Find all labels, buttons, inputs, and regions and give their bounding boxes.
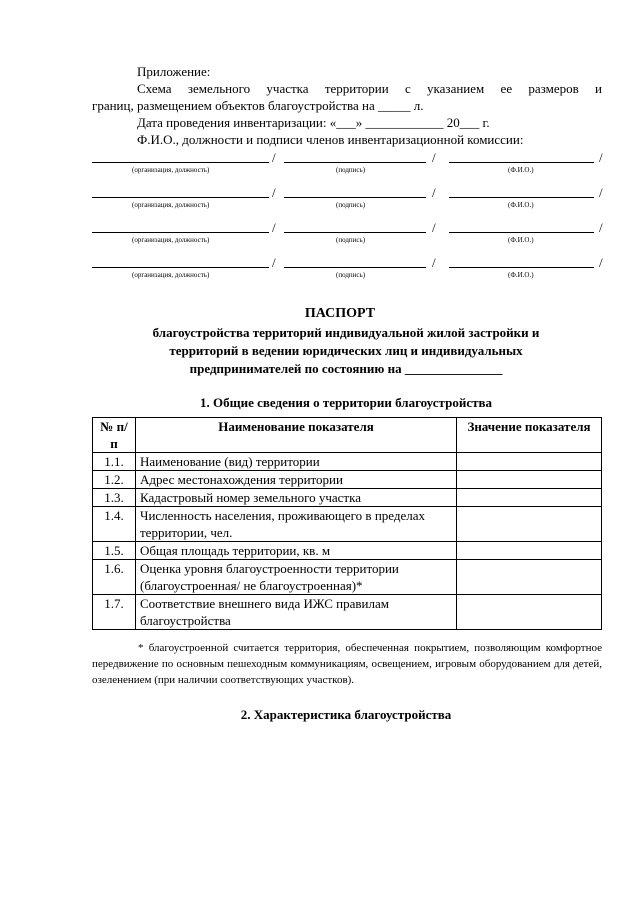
row-value-cell[interactable] bbox=[457, 542, 602, 560]
row-name: Наименование (вид) территории bbox=[136, 453, 457, 471]
row-value-cell[interactable] bbox=[457, 489, 602, 507]
appendix-commission-line: Ф.И.О., должности и подписи членов инвентаризационной комиссии: bbox=[137, 132, 524, 147]
row-value-cell[interactable] bbox=[457, 471, 602, 489]
caption-sign: (подпись) bbox=[336, 236, 366, 244]
row-name: Адрес местонахождения территории bbox=[136, 471, 457, 489]
row-value-cell[interactable] bbox=[457, 453, 602, 471]
passport-title: ПАСПОРТ bbox=[304, 306, 376, 321]
sign-line[interactable] bbox=[284, 197, 426, 198]
separator-slash: / bbox=[432, 185, 436, 200]
caption-sign: (подпись) bbox=[336, 201, 366, 209]
separator-slash: / bbox=[599, 150, 603, 165]
org-line[interactable] bbox=[92, 197, 269, 198]
row-name: Общая площадь территории, кв. м bbox=[136, 542, 457, 560]
table-row bbox=[93, 453, 602, 471]
separator-slash: / bbox=[432, 150, 436, 165]
row-num: 1.6. bbox=[93, 560, 136, 595]
appendix-date-line: Дата проведения инвентаризации: «___» ____________ 20___ г. bbox=[137, 115, 490, 130]
section2-heading: 2. Характеристика благоустройства bbox=[240, 707, 452, 722]
passport-subtitle-line3: предпринимателей по состоянию на _______________ bbox=[189, 361, 503, 376]
row-value-cell[interactable] bbox=[457, 560, 602, 595]
separator-slash: / bbox=[272, 220, 276, 235]
row-name: Численность населения, проживающего в пределах территории, чел. bbox=[136, 507, 457, 542]
appendix-scheme-line1: Схема земельного участка территории с указанием ее размеров и bbox=[137, 81, 602, 96]
fio-line[interactable] bbox=[449, 267, 594, 268]
sign-line[interactable] bbox=[284, 267, 426, 268]
sign-line[interactable] bbox=[284, 232, 426, 233]
caption-sign: (подпись) bbox=[336, 166, 366, 174]
header-num: № п/п bbox=[93, 418, 136, 453]
indicators-table bbox=[92, 417, 602, 630]
row-num: 1.1. bbox=[93, 453, 136, 471]
table-row bbox=[93, 560, 602, 595]
row-num: 1.3. bbox=[93, 489, 136, 507]
table-row bbox=[93, 542, 602, 560]
fio-line[interactable] bbox=[449, 197, 594, 198]
org-line[interactable] bbox=[92, 162, 269, 163]
table-row bbox=[93, 471, 602, 489]
table-row bbox=[93, 507, 602, 542]
fio-line[interactable] bbox=[449, 162, 594, 163]
section1-heading: 1. Общие сведения о территории благоустройства bbox=[200, 395, 492, 410]
separator-slash: / bbox=[599, 185, 603, 200]
caption-org: (организация, должность) bbox=[132, 236, 210, 244]
separator-slash: / bbox=[272, 150, 276, 165]
header-name: Наименование показателя bbox=[136, 418, 457, 453]
separator-slash: / bbox=[432, 255, 436, 270]
fio-line[interactable] bbox=[449, 232, 594, 233]
signature-row bbox=[0, 254, 640, 288]
caption-org: (организация, должность) bbox=[132, 201, 210, 209]
caption-fio: (Ф.И.О.) bbox=[508, 271, 534, 279]
header-value: Значение показателя bbox=[457, 418, 602, 453]
table-row bbox=[93, 489, 602, 507]
row-num: 1.7. bbox=[93, 595, 136, 630]
separator-slash: / bbox=[432, 220, 436, 235]
separator-slash: / bbox=[272, 255, 276, 270]
signature-row bbox=[0, 149, 640, 183]
caption-org: (организация, должность) bbox=[132, 166, 210, 174]
row-name: Соответствие внешнего вида ИЖС правилам благоустройства bbox=[136, 595, 457, 630]
caption-fio: (Ф.И.О.) bbox=[508, 236, 534, 244]
row-value-cell[interactable] bbox=[457, 507, 602, 542]
separator-slash: / bbox=[599, 220, 603, 235]
signature-row bbox=[0, 184, 640, 218]
separator-slash: / bbox=[599, 255, 603, 270]
appendix-scheme-line2: границ, размещением объектов благоустройства на _____ л. bbox=[92, 98, 424, 113]
appendix-heading: Приложение: bbox=[137, 64, 211, 79]
row-name: Кадастровый номер земельного участка bbox=[136, 489, 457, 507]
table-header-row bbox=[93, 418, 602, 453]
row-num: 1.5. bbox=[93, 542, 136, 560]
sign-line[interactable] bbox=[284, 162, 426, 163]
caption-sign: (подпись) bbox=[336, 271, 366, 279]
separator-slash: / bbox=[272, 185, 276, 200]
org-line[interactable] bbox=[92, 232, 269, 233]
passport-subtitle-line2: территорий в ведении юридических лиц и индивидуальных bbox=[169, 343, 523, 358]
row-num: 1.2. bbox=[93, 471, 136, 489]
passport-subtitle-line1: благоустройства территорий индивидуальной жилой застройки и bbox=[152, 325, 540, 340]
caption-org: (организация, должность) bbox=[132, 271, 210, 279]
footnote: * благоустроенной считается территория, обеспеченная покрытием, позволяющим комфортное передвижение по основным пешеходным коммуникациям, освещением, игровым оборудованием для детей, озеленением (при наличии соответствующих участков). bbox=[92, 642, 602, 686]
caption-fio: (Ф.И.О.) bbox=[508, 201, 534, 209]
signature-row bbox=[0, 219, 640, 253]
caption-fio: (Ф.И.О.) bbox=[508, 166, 534, 174]
row-name: Оценка уровня благоустроенности территории (благоустроенная/ не благоустроенная)* bbox=[136, 560, 457, 595]
row-num: 1.4. bbox=[93, 507, 136, 542]
org-line[interactable] bbox=[92, 267, 269, 268]
row-value-cell[interactable] bbox=[457, 595, 602, 630]
table-row bbox=[93, 595, 602, 630]
